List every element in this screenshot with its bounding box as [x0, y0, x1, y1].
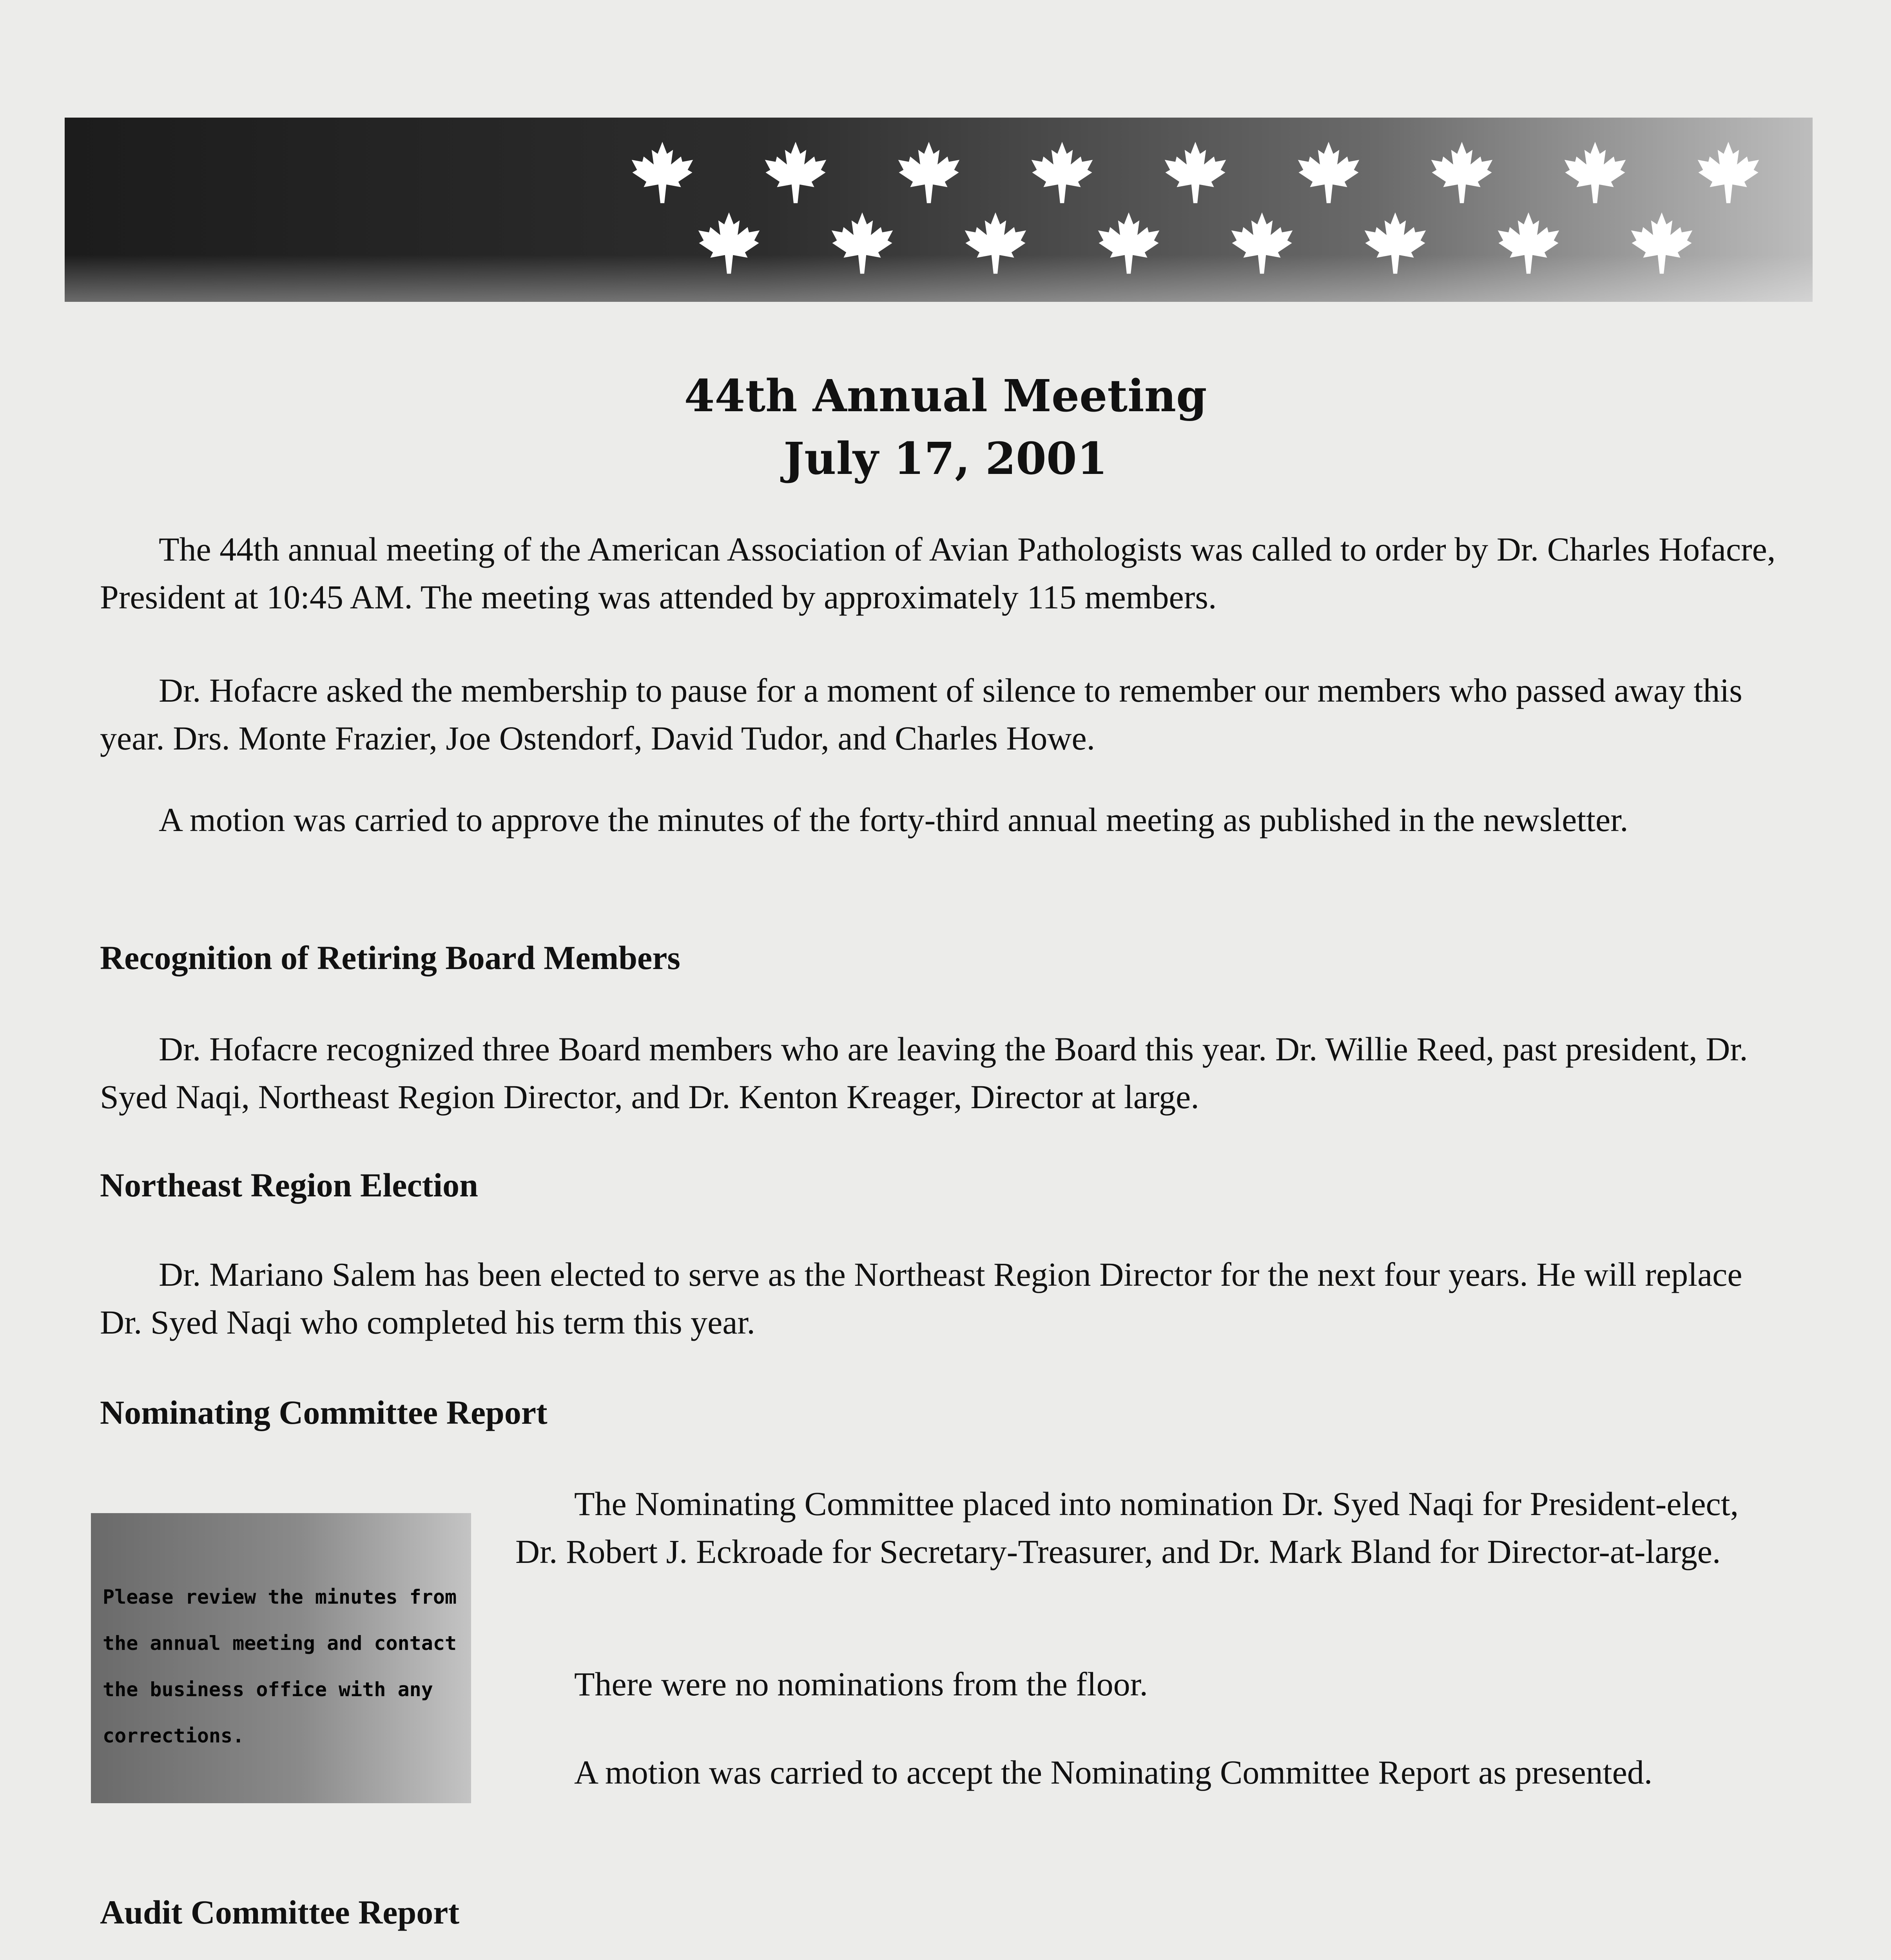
reminder-callout-text: Please review the minutes from the annual meeting and contact the business office with any corrections.: [103, 1586, 457, 1747]
reminder-callout-box: [91, 1513, 471, 1803]
section-heading-nominating: Nominating Committee Report: [100, 1394, 548, 1431]
maple-leaf-icon: [1695, 139, 1762, 206]
section-heading-retiring: Recognition of Retiring Board Members: [100, 939, 680, 976]
page-subtitle-date: July 17, 2001: [783, 433, 1108, 485]
maple-leaf-icon: [762, 139, 829, 206]
nominating-paragraph-3: A motion was carried to accept the Nominating Committee Report as presented.: [574, 1753, 1653, 1791]
section-heading-northeast: Northeast Region Election: [100, 1166, 478, 1204]
page-title: 44th Annual Meeting: [684, 370, 1207, 422]
maple-leaf-icon: [1628, 210, 1695, 276]
maple-leaf-icon: [1095, 210, 1162, 276]
maple-leaf-icon: [1295, 139, 1362, 206]
header-banner: [65, 118, 1813, 302]
maple-leaf-icon: [696, 210, 762, 276]
maple-leaf-icon: [1495, 210, 1562, 276]
maple-leaf-icon: [1362, 210, 1429, 276]
nominating-paragraph-2: There were no nominations from the floor.: [574, 1665, 1148, 1703]
minutes-paragraph: A motion was carried to approve the minutes of the forty-third annual meeting as published in the newsletter.: [159, 801, 1628, 838]
maple-leaf-icon: [629, 139, 696, 206]
silence-paragraph: Dr. Hofacre asked the membership to pause for a moment of silence to remember our members who passed away this year. Drs. Monte Frazier, Joe Ostendorf, David Tudor, and Charles Howe.: [100, 671, 1742, 757]
maple-leaf-icon: [829, 210, 896, 276]
maple-leaf-icon: [896, 139, 962, 206]
maple-leaf-icon: [1229, 210, 1295, 276]
northeast-paragraph: Dr. Mariano Salem has been elected to serve as the Northeast Region Director for the next four years. He will replace Dr. Syed Naqi who completed his term this year.: [100, 1256, 1742, 1341]
nominating-paragraph-1: The Nominating Committee placed into nomination Dr. Syed Naqi for President-elect, Dr. Robert J. Eckroade for Secretary-Treasurer, and Dr. Mark Bland for Director-at-large.: [515, 1485, 1739, 1570]
maple-leaf-icon: [1162, 139, 1229, 206]
maple-leaf-icon: [1562, 139, 1628, 206]
section-heading-audit: Audit Committee Report: [100, 1893, 460, 1931]
maple-leaf-icon: [1029, 139, 1095, 206]
retiring-paragraph: Dr. Hofacre recognized three Board members who are leaving the Board this year. Dr. Willie Reed, past president, Dr. Syed Naqi, Northeast Region Director, and Dr. Kenton Kreager, Director at large.: [100, 1030, 1748, 1116]
maple-leaf-icon: [962, 210, 1029, 276]
intro-paragraph: The 44th annual meeting of the American Association of Avian Pathologists was called to order by Dr. Charles Hofacre, President at 10:45 AM. The meeting was attended by approximately 115 members.: [100, 530, 1776, 616]
maple-leaf-icon: [1429, 139, 1495, 206]
